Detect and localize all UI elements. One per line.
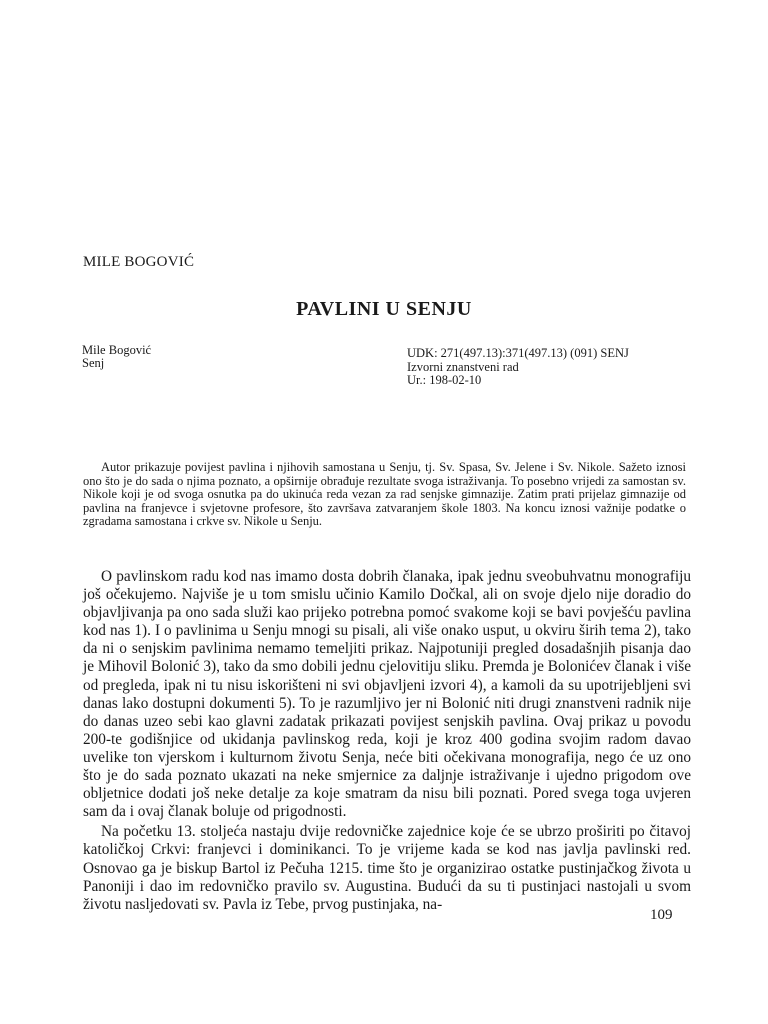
page-number: 109 [650,907,673,923]
abstract: Autor prikazuje povijest pavlina i njihovih samostana u Senju, tj. Sv. Spasa, Sv. Jelene i Sv. Nikole. Sažeto iznosi ono što je do sada o njima poznato, a opširnije obrađuje rezultate svoga istraživanja. To posebno vrijedi za samostan sv. Nikole koji je od svoga osnutka pa do ukinuća reda vezan za rad senjske gimnazije. Zatim prati prijelaz gimnazije od pavlina na franjevce i svjetovne profesore, što završava zatvaranjem škole 1803. Na koncu iznosi važnije podatke o zgradama samostana i crkve sv. Nikole u Senju. [83,460,686,529]
received-code: Ur.: 198-02-10 [407,373,482,387]
article-body [83,568,691,914]
body-paragraph: Na početku 13. stoljeća nastaju dvije redovničke zajednice koje će se ubrzo proširiti po čitavoj katoličkoj Crkvi: franjevci i dominikanci. To je vrijeme kada se kod nas javlja pavlinski red. Osnovao ga je biskup Bartol iz Pečuha 1215. time što je organizirao ostatke pustinjačkog života u Panoniji i dao im redovničko pravilo sv. Augustina. Budući da su ti pustinjaci nastojali u svom životu nasljedovati sv. Pavla iz Tebe, prvog pustinjaka, na- [83,823,691,913]
classification-block [407,347,629,388]
article-title: PAVLINI U SENJU [296,298,472,320]
affiliation-place: Senj [82,356,105,370]
body-paragraph: O pavlinskom radu kod nas imamo dosta dobrih članaka, ipak jednu sveobuhvatnu monografiju još očekujemo. Najviše je u tom smislu učinio Kamilo Dočkal, ali on svoje djelo nije doradio do objavljivanja pa ono sada služi kao prijeko potrebna pomoć svakome koji se bavi povješću pavlina kod nas 1). I o pavlinima u Senju mnogi su pisali, ali više onako usput, u okviru širih tema 2), tako da ni o senjskim pavlinima nemamo temeljiti prikaz. Najpotuniji pregled dosadašnjih pisanja dao je Mihovil Bolonić 3), tako da smo dobili jednu cjelovitiju sliku. Premda je Bolonićev članak i više od pregleda, ipak ni tu nisu iskorišteni ni svi objavljeni izvori 4), a kamoli da su upotrijebljeni svi danas lako dostupni dokumenti 5). To je razumljivo jer ni Bolonić niti drugi znanstveni radnik nije do danas uzeo sebi kao glavni zadatak prikazati povijest senjskih pavlina. Ovaj prikaz u povodu 200-te godišnjice od ukidanja pavlinskog reda, koji je kroz 400 godina svojim radom davao uvelike ton vjerskom i kulturnom životu Senja, neće biti očekivana monografija, nego će uz ono što je do sada poznato ukazati na neke smjernice za daljnje istraživanje i ujedno prigodom ove obljetnice dodati još neke detalje za koje smatram da nisu bili poznati. Pored svega toga uvjeren sam da i ovaj članak boluje od prigodnosti. [83,568,691,821]
udk-code: UDK: 271(497.13):371(497.13) (091) SENJ [407,346,629,360]
article-author: MILE BOGOVIĆ [83,254,195,270]
article-type: Izvorni znanstveni rad [407,359,519,374]
affiliation-name: Mile Bogović [82,343,152,357]
author-affiliation [82,344,151,370]
